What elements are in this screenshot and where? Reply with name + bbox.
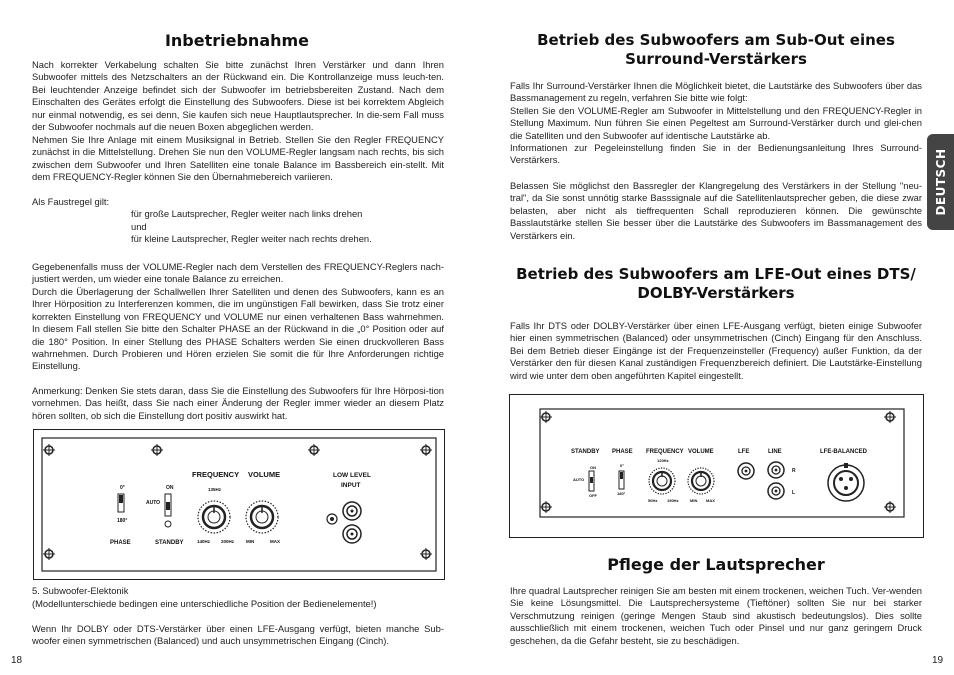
label-on: ON xyxy=(590,465,596,470)
label-0deg: 0° xyxy=(120,485,125,491)
label-lfe: LFE xyxy=(738,449,750,455)
language-tab xyxy=(927,134,954,230)
label-phase: PHASE xyxy=(110,540,131,546)
label-auto: AUTO xyxy=(146,500,161,506)
label-max: MAX xyxy=(706,498,715,503)
label-140hz: 140Hz xyxy=(197,539,211,544)
label-low-level: LOW LEVEL xyxy=(333,472,371,479)
paragraph: Anmerkung: Denken Sie stets daran, dass Sie die Einstellung des Subwoofers für Ihre Hörposi-tion vornehmen. Das heißt, dass Sie nach einer Änderung der Regler immer wieder an diesem Platz hören sollten, ob sich die Einstellung dort positiv auswirkt hat. xyxy=(32,385,444,421)
rule-intro: Als Faustregel gilt: xyxy=(32,196,110,207)
label-50hz: 50Hz xyxy=(648,498,658,503)
heading-line: Surround-Verstärkers xyxy=(625,50,807,68)
paragraph: Stellen Sie den VOLUME-Regler am Subwoofer in Mittelstellung und den FREQUENCY-Regler in Stellung Maximum. Nun führen Sie einen Pegeltest am Surround-Verstärker durch und glei-chen die Satelliten und den Subwoofer auf identische Lautstärke ab. xyxy=(510,105,922,141)
paragraph: Informationen zur Pegeleinstellung finden Sie in der Bedienungsanleitung Ihres Surround-Verstärkers. xyxy=(510,142,922,166)
rca-jack-icon xyxy=(768,462,784,478)
caption: 5. Subwoofer-Elektonik xyxy=(32,585,129,596)
standby-switch-icon xyxy=(165,494,171,527)
xlr-connector-icon xyxy=(828,463,864,501)
label-volume: VOLUME xyxy=(688,449,714,455)
paragraph: Falls Ihr DTS oder DOLBY-Verstärker über einen LFE-Ausgang verfügt, bieten einige Subwoofer hier einen symmetrischen (Balanced) oder unsymmetrischen (Cinch) Eingang für den Anschluss. Bei dem Betrieb dieser Eingänge ist der Frequenzeinsteller (Frequency) außer Funktion, da der Verstärker den für diesen Kanal zuständigen Frequenzbereich definiert. Die Lautstärke-Einstellung wird wie unter dem oben angeführten Kapitel eingestellt. xyxy=(510,320,922,381)
label-standby: STANDBY xyxy=(155,540,184,546)
rca-jack-icon xyxy=(738,463,754,479)
paragraph: Nehmen Sie Ihre Anlage mit einem Musiksignal in Betrieb. Stellen Sie den Regler FREQUENCY zunächst in die Mittelstellung. Drehen Sie nun den VOLUME-Regler langsam nach rechts, bis sich zwischen dem Subwoofer und Ihren Satelliten eine tonale Balance im Bassbereich ein-stellt. Mit dem FREQUENCY-Regler können Sie den Übernahmebereich variieren. xyxy=(32,134,444,183)
screw-icon xyxy=(884,411,896,423)
panel-plate xyxy=(42,438,436,571)
screw-icon xyxy=(151,444,163,456)
label-phase: PHASE xyxy=(612,449,633,455)
heading-pflege: Pflege der Lautsprecher xyxy=(607,555,825,574)
rule-line: für große Lautsprecher, Regler weiter nach links drehen xyxy=(131,208,363,219)
frequency-knob-icon xyxy=(198,501,230,533)
rule-line: für kleine Lautsprecher, Regler weiter nach rechts drehen. xyxy=(131,233,372,244)
screw-icon xyxy=(43,548,55,560)
rca-jack-icon xyxy=(343,525,361,543)
paragraph: Wenn Ihr DOLBY oder DTS-Verstärker über einen LFE-Ausgang verfügt, bieten manche Sub-woofer einen symmetrischen (Balanced) und auch unsymmetrischen Eingang (Cinch). xyxy=(32,623,444,647)
paragraph: Ihre quadral Lautsprecher reinigen Sie am besten mit einem trockenen, weichen Tuch. Ver-wenden Sie keine Lösungsmittel. Die Lautsprechersysteme (Tieftöner) sollten Sie nur bei starker Verschmutzung reinigen (geringe Mengen Staub sind akustisch bedeutungslos). Dies sollte ausschließlich mit einem trockenen, weichen Tuch oder Pinsel und nur ganz geringem Druck geschehen, da die Gefahr besteht, sie zu beschädigen. xyxy=(510,585,922,646)
subwoofer-panel-diagram xyxy=(33,429,445,580)
heading-line: Betrieb des Subwoofers am LFE-Out eines DTS/ xyxy=(516,265,916,283)
paragraph: Nach korrekter Verkabelung schalten Sie bitte zunächst Ihren Verstärker und dann Ihren Subwoofer mittels des Netzschalters an der Rückwand ein. Die Kontrollanzeige muss leuch-ten. Bei leuchtender Anzeige befindet sich der Subwoofer im betriebsbereiten Zustand. Nach dem Einschalten des Gerätes erfolgt die Einstellung des Subwoofers. Diese ist bei korrektem Abgleich nur einmal notwendig, es sei denn, Sie kaufen sich neue Hauptlautsprecher. In die-sem Fall muss der Subwoofer nochmals auf die neuen Boxen abgeglichen werden. xyxy=(32,59,444,133)
heading-sub-out xyxy=(510,31,922,69)
paragraph: Belassen Sie möglichst den Bassregler der Klangregelung des Verstärkers in der Stellung "neu-tral", da Sie sonst unnötig starke Basssignale auf die Satellitenlautsprecher geben, die diese zwar belasten, aber nicht als tieffrequenten Schall reproduzieren können. Die gewünschte Basslautstärke stellen Sie besser über die Lautstärke des Subwoofers im Bassmanagement des Verstärkers ein. xyxy=(510,180,922,241)
screw-icon xyxy=(420,444,432,456)
label-r: R xyxy=(792,468,796,474)
rule-line: und xyxy=(131,221,147,232)
panel-drawing xyxy=(510,395,923,537)
rca-jack-icon xyxy=(768,483,784,499)
heading-line: Betrieb des Subwoofers am Sub-Out eines xyxy=(537,31,895,49)
label-180deg: 180° xyxy=(617,491,626,496)
language-tab-label: DEUTSCH xyxy=(933,148,948,216)
screw-icon xyxy=(540,501,552,513)
label-max: MAX xyxy=(270,539,280,544)
label-l: L xyxy=(792,490,796,496)
standby-switch-icon xyxy=(589,471,594,491)
volume-knob-icon xyxy=(688,468,714,494)
label-volume: VOLUME xyxy=(248,470,281,479)
heading-lfe-out xyxy=(510,265,922,303)
rca-jack-icon xyxy=(327,514,337,524)
label-line: LINE xyxy=(768,449,782,455)
screw-icon xyxy=(420,548,432,560)
page-number: 19 xyxy=(932,655,944,666)
label-frequency: FREQUENCY xyxy=(192,470,240,479)
frequency-knob-icon xyxy=(649,468,675,494)
right-page xyxy=(477,0,954,675)
paragraph: Gegebenenfalls muss der VOLUME-Regler nach dem Verstellen des FREQUENCY-Reglers nach-justiert werden, um wieder eine tonale Balance zu erreichen. xyxy=(32,261,444,285)
label-frequency: FREQUENCY xyxy=(646,449,684,455)
phase-switch-icon xyxy=(619,471,624,489)
screw-icon xyxy=(43,444,55,456)
heading-inbetriebnahme: Inbetriebnahme xyxy=(164,31,310,50)
rca-jack-icon xyxy=(343,502,361,520)
screw-icon xyxy=(308,444,320,456)
label-min: MIN xyxy=(690,498,698,503)
lfe-panel-diagram xyxy=(509,394,924,538)
heading-line: DOLBY-Verstärkers xyxy=(637,284,795,302)
panel-drawing xyxy=(34,430,444,579)
label-off: OFF xyxy=(589,493,597,498)
paragraph: Falls Ihr Surround-Verstärker Ihnen die Möglichkeit bietet, die Lautstärke des Subwoofers über das Bassmanagement zu regeln, verfahren Sie bitte wie folgt: xyxy=(510,80,922,104)
label-0deg: 0° xyxy=(620,463,624,468)
screw-icon xyxy=(884,501,896,513)
label-min: MIN xyxy=(246,539,255,544)
label-200hz: 200Hz xyxy=(221,539,235,544)
label-standby: STANDBY xyxy=(571,449,600,455)
paragraph: Durch die Überlagerung der Schallwellen Ihrer Satelliten und denen des Subwoofers, kann es an Ihrer Hörposition zu Interferenzen kommen, die im ungünstigen Fall bewirken, dass Sie trotz einer korrekten Einstellung von FREQUENCY und VOLUME nur einen verhaltenen Bass wahrnehmen. In diesem Fall stellen Sie bitte den Schalter PHASE an der Rückwand in die „0° Position oder auf die 180° Position. In einer Stellung des PHASE Schalters werden Sie einen druckvolleren Bass wahrnehmen. Durch Probieren und Hören erzielen Sie somit die für Ihre Anforderungen richtige Einstellung. xyxy=(32,286,444,372)
label-auto: AUTO xyxy=(573,477,585,482)
caption: (Modellunterschiede bedingen eine unterschiedliche Position der Bedienelemente!) xyxy=(32,598,377,609)
label-input: INPUT xyxy=(341,482,361,489)
label-freq-top: 135Hz xyxy=(208,487,222,492)
label-150hz: 150Hz xyxy=(667,498,679,503)
volume-knob-icon xyxy=(246,501,278,533)
phase-switch-icon xyxy=(118,494,124,512)
label-180deg: 180° xyxy=(117,518,128,524)
screw-icon xyxy=(540,411,552,423)
label-freq-top: 120Hz xyxy=(657,458,669,463)
label-lfe-balanced: LFE-BALANCED xyxy=(820,449,867,455)
page-number: 18 xyxy=(11,655,23,666)
label-on: ON xyxy=(166,485,174,491)
